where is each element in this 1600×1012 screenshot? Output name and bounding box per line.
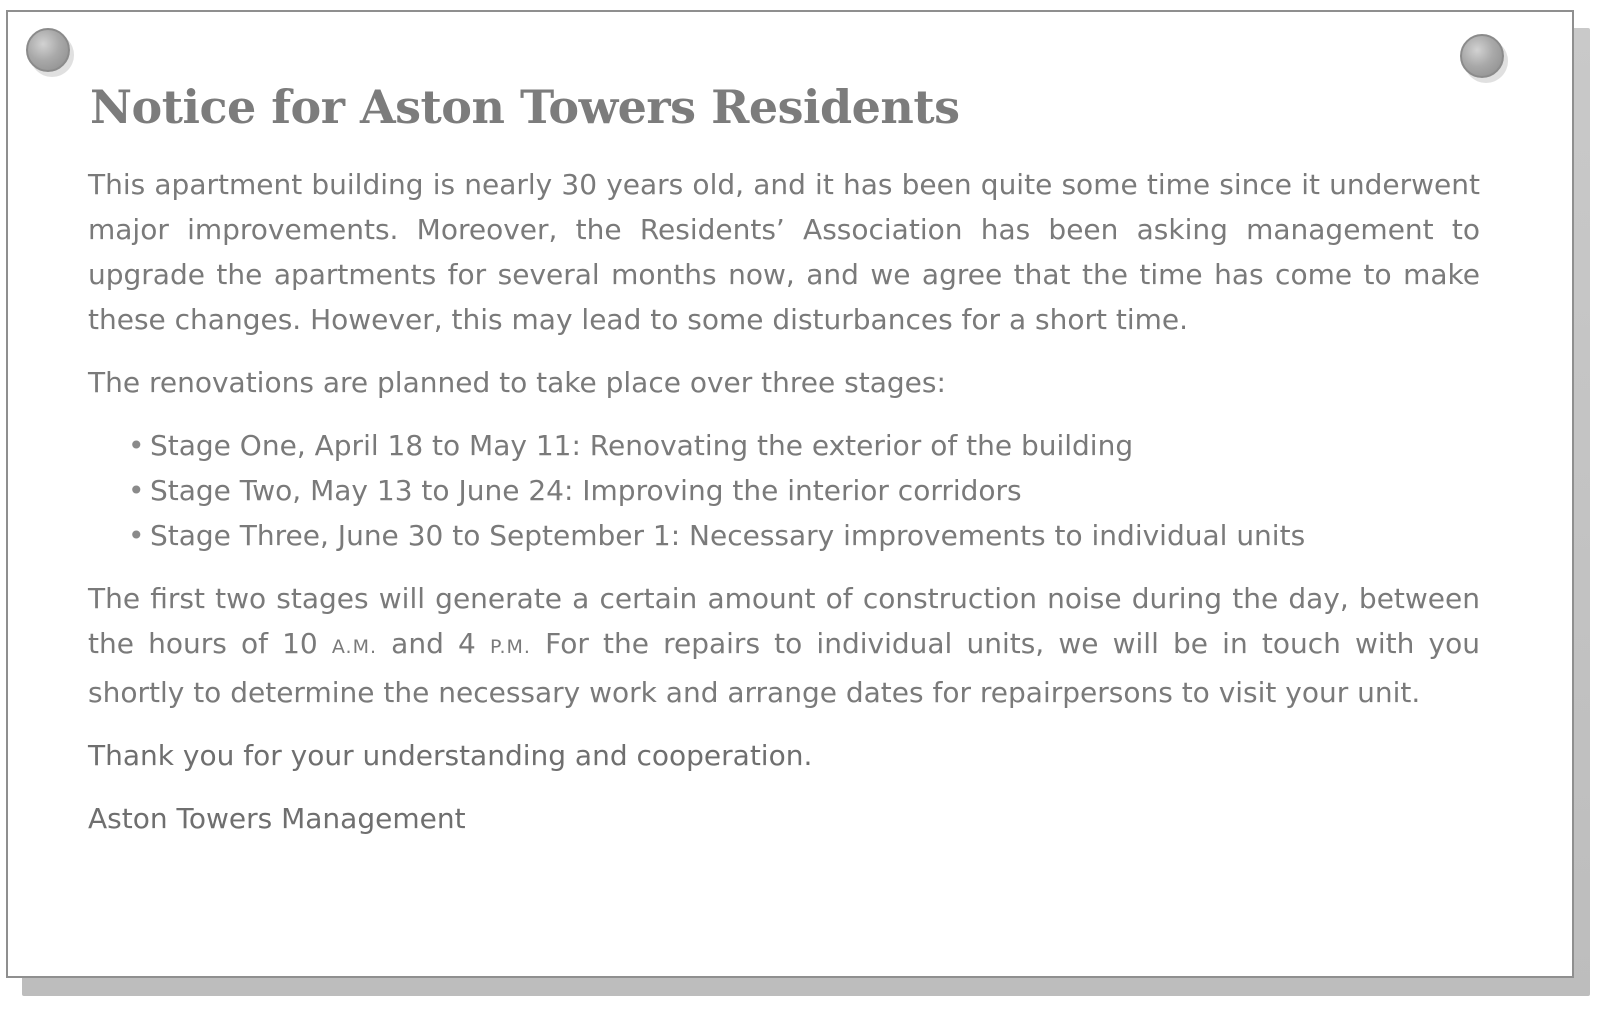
pushpin-icon [26, 28, 70, 72]
notice-body [88, 162, 1480, 859]
stage-item: • Stage Two, May 13 to June 24: Improving the interior corridors [88, 468, 1480, 513]
noise-text-part3: For the repairs to individual units, we will be in touch with you shortly to determine the necessary work and arrange dates for repairpersons to visit your unit. [88, 627, 1480, 709]
noise-text-part2: and 4 [377, 627, 490, 660]
thanks-line: Thank you for your understanding and cooperation. [88, 739, 813, 772]
pushpin-icon [1460, 34, 1504, 78]
noise-paragraph [88, 576, 1480, 715]
stages-intro: The renovations are planned to take place over three stages: [88, 366, 946, 399]
intro-paragraph: This apartment building is nearly 30 years old, and it has been quite some time since it underwent major improvements. Moreover, the Residents’ Association has been asking management to upgrade the apartments for several months now, and we agree that the time has come to make these changes. However, this may lead to some disturbances for a short time. [88, 168, 1480, 336]
stage-item: • Stage Three, June 30 to September 1: Necessary improvements to individual units [88, 513, 1480, 558]
pm-label: P.M. [489, 636, 531, 658]
noise-text-part1: The first two stages will generate a certain amount of construction noise during the day, between the hours of 10 [88, 582, 1480, 660]
stage-item: • Stage One, April 18 to May 11: Renovating the exterior of the building [88, 423, 1480, 468]
am-label: A.M. [331, 636, 378, 658]
signature: Aston Towers Management [88, 802, 466, 835]
notice-card [6, 10, 1574, 978]
notice-title: Notice for Aston Towers Residents [90, 80, 960, 134]
stages-list [88, 423, 1480, 558]
